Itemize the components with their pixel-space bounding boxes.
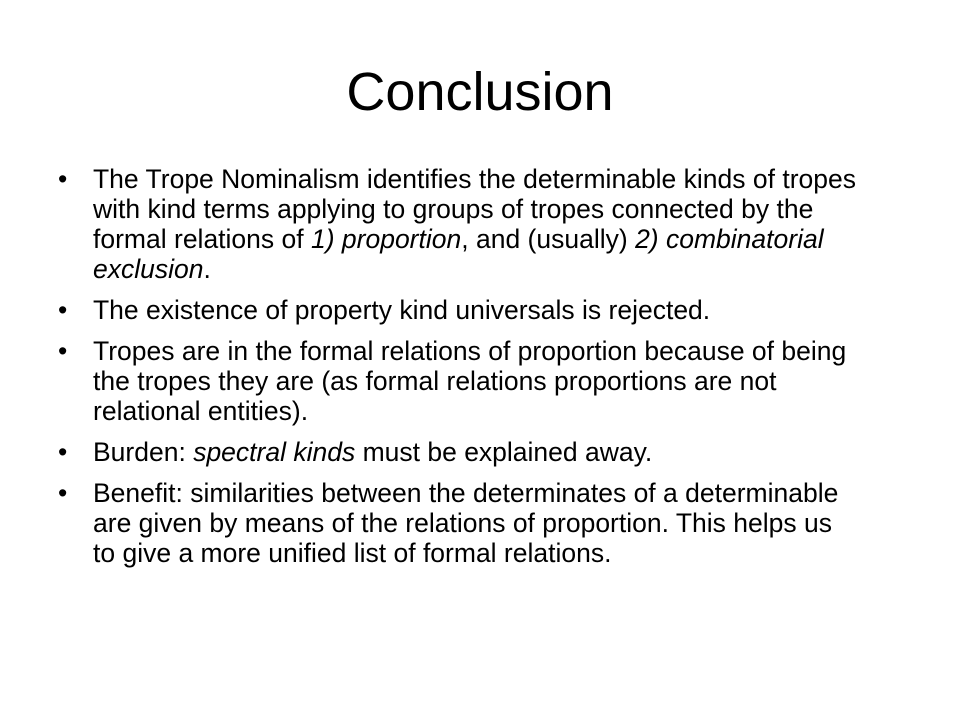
bullet-item bbox=[58, 437, 858, 467]
bullet-text: Benefit: similarities between the determinates of a determinable are given by means of the relations of proportion. This helps us to give a more unified list of formal relations. bbox=[93, 478, 839, 568]
bullet-text: Burden: bbox=[93, 437, 194, 467]
bullet-text-italic: 1) proportion bbox=[310, 224, 462, 254]
bullet-dot: • bbox=[58, 164, 68, 194]
bullet-item bbox=[58, 336, 858, 426]
bullet-dot: • bbox=[58, 437, 68, 467]
bullet-text: The existence of property kind universals is rejected. bbox=[93, 295, 711, 325]
bullet-dot: • bbox=[58, 336, 68, 366]
bullet-text-italic: 2) combinatorial exclusion bbox=[93, 224, 824, 284]
bullet-text: must be explained away. bbox=[355, 437, 653, 467]
bullet-dot: • bbox=[58, 478, 68, 508]
bullet-text-italic: spectral kinds bbox=[193, 437, 356, 467]
bullet-text: , and (usually) bbox=[461, 224, 636, 254]
bullet-item bbox=[58, 295, 858, 325]
bullet-list bbox=[58, 164, 858, 579]
bullet-item bbox=[58, 164, 858, 284]
bullet-text: The Trope Nominalism identifies the determinable kinds of tropes with kind terms applying to groups of tropes connected by the formal relations of bbox=[93, 164, 856, 254]
bullet-text: . bbox=[203, 254, 211, 284]
bullet-item bbox=[58, 478, 858, 568]
slide-title: Conclusion bbox=[346, 62, 614, 122]
bullet-text: Tropes are in the formal relations of proportion because of being the tropes they are (as formal relations proportions are not relational entities). bbox=[93, 336, 847, 426]
bullet-dot: • bbox=[58, 295, 68, 325]
